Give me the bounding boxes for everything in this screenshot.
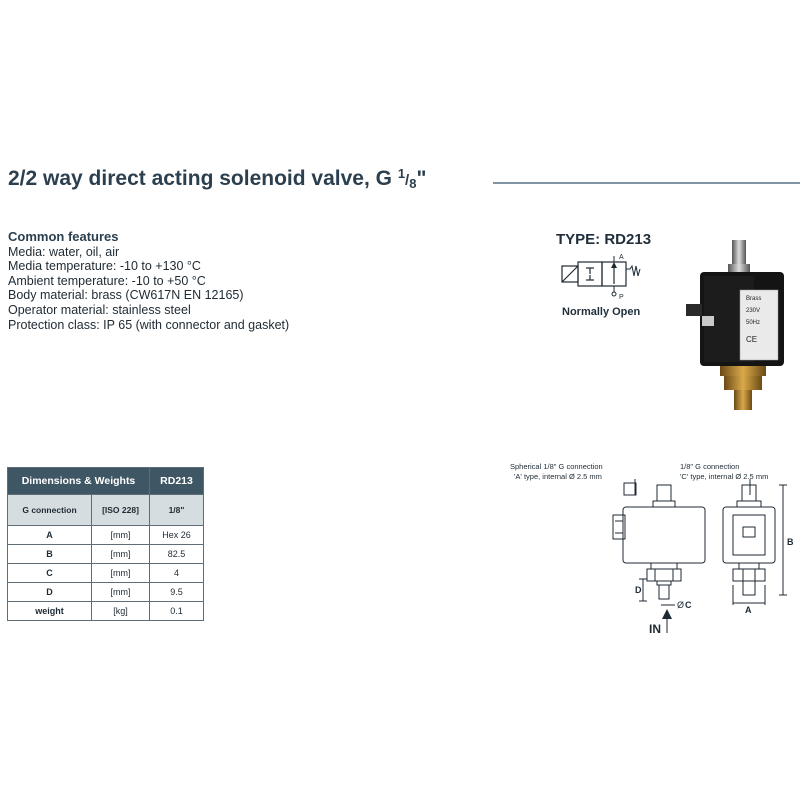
caption-line: Spherical 1/8" G connection <box>510 462 603 471</box>
title-fraction-numerator: 1 <box>397 166 406 181</box>
table-row <box>8 602 204 621</box>
table-subheader-cell: 1/8" <box>150 495 204 526</box>
caption-line: 1/8" G connection <box>680 462 740 471</box>
dimension-a-label: A <box>745 605 752 615</box>
table-cell: C <box>8 564 92 583</box>
dimension-b-label: B <box>787 537 794 547</box>
title-fraction-slash: / <box>405 172 410 189</box>
title-divider <box>493 182 800 184</box>
table-cell: A <box>8 526 92 545</box>
feature-line: Body material: brass (CW617N EN 12165) <box>8 288 244 303</box>
dimension-c-prefix: Ø <box>677 600 685 610</box>
table-cell: 9.5 <box>150 583 204 602</box>
technical-drawing <box>505 455 800 640</box>
feature-line: Media temperature: -10 to +130 °C <box>8 259 201 274</box>
photo-label-line: CE <box>746 335 758 344</box>
table-cell: 82.5 <box>150 545 204 564</box>
caption-line: 'C' type, internal Ø 2.5 mm <box>680 472 769 481</box>
normally-open-label: Normally Open <box>562 306 641 318</box>
title-fraction-denominator: 8 <box>409 176 417 191</box>
features-block <box>8 230 289 332</box>
table-cell: [mm] <box>92 526 150 545</box>
table-cell: B <box>8 545 92 564</box>
table-header-row <box>8 468 204 495</box>
table-header-cell: Dimensions & Weights <box>8 468 150 495</box>
caption-line: 'A' type, internal Ø 2.5 mm <box>514 472 602 481</box>
table-cell: [mm] <box>92 545 150 564</box>
table-cell: [kg] <box>92 602 150 621</box>
symbol-port-p: P <box>619 294 624 301</box>
type-label: TYPE: RD213 <box>556 231 652 248</box>
feature-line: Ambient temperature: -10 to +50 °C <box>8 273 206 288</box>
table-header-cell: RD213 <box>150 468 204 495</box>
photo-label-line: 50Hz <box>746 320 761 326</box>
table-cell: Hex 26 <box>150 526 204 545</box>
table-cell: D <box>8 583 92 602</box>
table-cell: [mm] <box>92 564 150 583</box>
symbol-port-a: A <box>619 254 624 261</box>
table-row <box>8 526 204 545</box>
features-heading: Common features <box>8 229 119 244</box>
title-text: 2/2 way direct acting solenoid valve, G <box>8 167 398 190</box>
table-subheader-cell: [ISO 228] <box>92 495 150 526</box>
valve-symbol-icon <box>560 252 646 302</box>
dimension-c-label: C <box>685 600 692 610</box>
table-row <box>8 583 204 602</box>
table-cell: [mm] <box>92 583 150 602</box>
feature-line: Protection class: IP 65 (with connector and gasket) <box>8 317 290 332</box>
table-cell: 0.1 <box>150 602 204 621</box>
valve-photo <box>680 238 790 414</box>
title-suffix: " <box>416 167 427 190</box>
page-title <box>8 166 426 191</box>
table-subheader-row <box>8 495 204 526</box>
table-row <box>8 545 204 564</box>
feature-line: Operator material: stainless steel <box>8 302 191 317</box>
table-cell: weight <box>8 602 92 621</box>
photo-label-line: 230V <box>746 308 761 314</box>
photo-label-line: Brass <box>746 296 762 302</box>
table-row <box>8 564 204 583</box>
in-label: IN <box>649 622 661 636</box>
dimensions-table <box>7 467 204 621</box>
table-cell: 4 <box>150 564 204 583</box>
feature-line: Media: water, oil, air <box>8 244 120 259</box>
table-subheader-cell: G connection <box>8 495 92 526</box>
dimension-d-label: D <box>635 585 642 595</box>
